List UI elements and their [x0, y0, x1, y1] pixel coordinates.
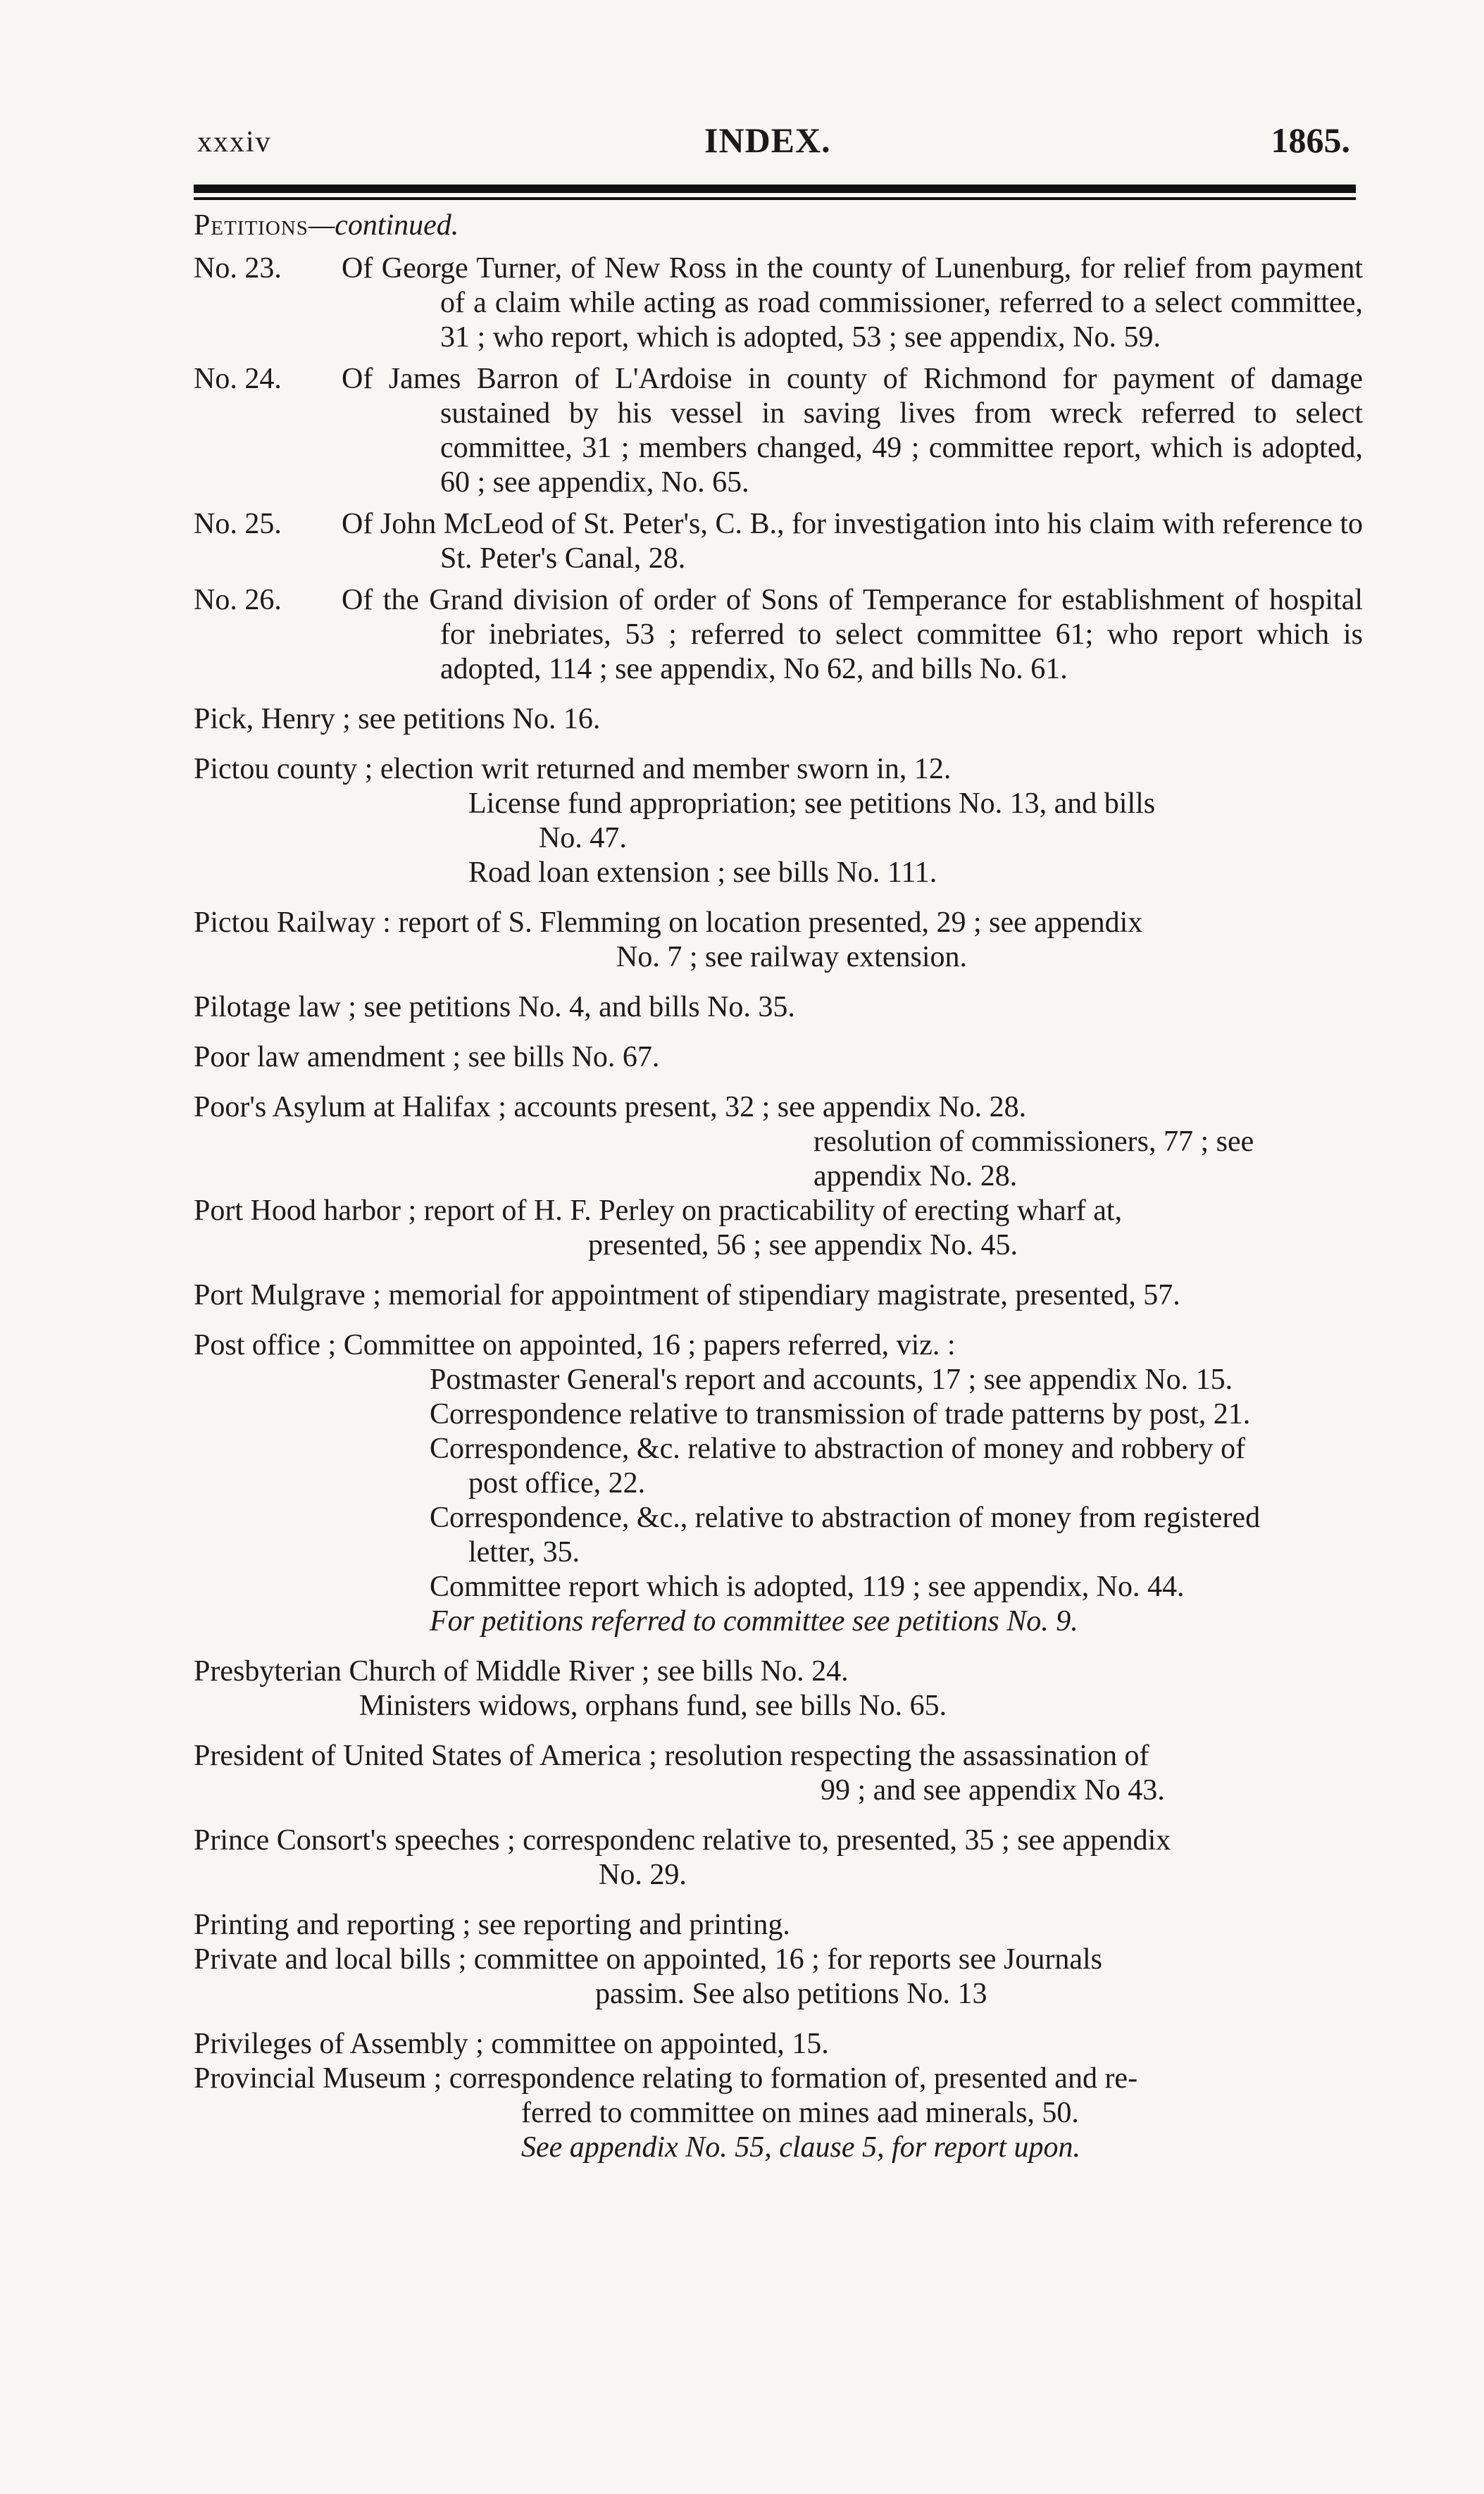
index-entry-museum — [194, 2062, 1363, 2165]
entry-subline: No. 7 ; see railway extension. — [616, 941, 968, 973]
index-entry-presbyterian — [194, 1654, 1363, 1723]
index-entry-printing — [194, 1908, 1363, 1943]
entry-line: Pilotage law ; see petitions No. 4, and bills No. 35. — [194, 991, 795, 1023]
section-heading — [194, 208, 1363, 243]
entry-subline: letter, 35. — [468, 1536, 580, 1569]
section-continued: —continued. — [308, 209, 459, 242]
index-entry-prince-consort — [194, 1823, 1363, 1893]
entry-subline: ferred to committee on mines aad minerals, 50. — [521, 2097, 1079, 2129]
page-number: xxxiv — [197, 126, 272, 158]
year: 1865. — [1271, 120, 1350, 160]
entry-line: President of United States of America ; resolution respecting the assassination of — [194, 1740, 1149, 1772]
petition-item — [194, 583, 1363, 687]
index-entry-pilotage — [194, 990, 1363, 1025]
entry-subline: Correspondence relative to transmission of trade patterns by post, 21. — [430, 1398, 1251, 1430]
header-rule — [194, 185, 1356, 193]
petition-number: No. 26. — [194, 584, 282, 616]
index-content — [194, 208, 1363, 2165]
entry-line: Private and local bills ; committee on appointed, 16 ; for reports see Journals — [194, 1943, 1103, 1976]
entry-subline: resolution of commissioners, 77 ; see appendix No. 28. — [813, 1126, 1254, 1192]
petition-number: No. 24. — [194, 363, 282, 395]
index-entry-president — [194, 1739, 1363, 1808]
entry-subline: presented, 56 ; see appendix No. 45. — [588, 1229, 1018, 1261]
entry-subline: License fund appropriation; see petitions No. 13, and bills — [468, 787, 1156, 820]
petition-text: Of the Grand division of order of Sons of Temperance for establishment of hospital for inebriates, 53 ; referred to select committee 61; who report which is adopted, 114 ; see appendix, No 62, and bills No. 61. — [342, 584, 1363, 685]
entry-line: Poor's Asylum at Halifax ; accounts present, 32 ; see appendix No. 28. — [194, 1091, 1027, 1123]
petition-item — [194, 251, 1363, 355]
petition-number: No. 25. — [194, 508, 282, 540]
index-entry-private-bills — [194, 1943, 1363, 2012]
petition-text: Of James Barron of L'Ardoise in county of Richmond for payment of damage sustained by his vessel in saving lives from wreck referred to select committee, 31 ; members changed, 49 ; committee report, which is adopted, 60 ; see appendix, No. 65. — [342, 363, 1363, 499]
index-entry-port-hood — [194, 1194, 1363, 1263]
entry-subline: Committee report which is adopted, 119 ; see appendix, No. 44. — [430, 1571, 1185, 1603]
entry-subline: Correspondence, &c., relative to abstraction of money from registered — [430, 1502, 1261, 1534]
entry-line: Provincial Museum ; correspondence relating to formation of, presented and re- — [194, 2062, 1138, 2095]
entry-subline — [194, 1604, 1363, 1639]
entry-subline: No. 47. — [539, 822, 627, 854]
entry-italic: For petitions referred to committee see petitions No. 9. — [430, 1605, 1078, 1638]
entry-subline: Ministers widows, orphans fund, see bills No. 65. — [359, 1690, 947, 1722]
page-header — [0, 120, 1484, 169]
entry-subline: Postmaster General's report and accounts, 17 ; see appendix No. 15. — [430, 1364, 1233, 1396]
entry-subline: passim. See also petitions No. 13 — [595, 1978, 987, 2010]
entry-line: Prince Consort's speeches ; correspondenc relative to, presented, 35 ; see appendix — [194, 1824, 1171, 1857]
entry-line: Port Hood harbor ; report of H. F. Perley on practicability of erecting wharf at, — [194, 1195, 1123, 1227]
index-entry-pick — [194, 702, 1363, 737]
entry-subline: Correspondence, &c. relative to abstraction of money and robbery of — [430, 1433, 1246, 1465]
section-name: Petitions — [194, 209, 308, 242]
entry-line: Pictou county ; election writ returned and member sworn in, 12. — [194, 753, 952, 785]
entry-subline: 99 ; and see appendix No 43. — [821, 1774, 1165, 1807]
petition-text: Of George Turner, of New Ross in the county of Lunenburg, for relief from payment of a claim while acting as road commissioner, referred to a select committee, 31 ; who report, which is adopted, 53 ; see appendix, No. 59. — [342, 252, 1363, 354]
entry-subline: post office, 22. — [468, 1467, 646, 1499]
index-entry-port-mulgrave — [194, 1278, 1363, 1313]
index-entry-post-office — [194, 1328, 1363, 1639]
entry-line: Pictou Railway : report of S. Flemming on location presented, 29 ; see appendix — [194, 906, 1143, 939]
petition-number: No. 23. — [194, 252, 282, 285]
index-entry-poor-law — [194, 1040, 1363, 1075]
petition-text: Of John McLeod of St. Peter's, C. B., for investigation into his claim with reference to St. Peter's Canal, 28. — [342, 508, 1363, 575]
index-entry-pictou-county — [194, 752, 1363, 890]
entry-subline — [194, 2131, 1363, 2165]
header-rule-thin — [194, 197, 1356, 200]
entry-subline: No. 29. — [599, 1859, 687, 1891]
entry-line: Pick, Henry ; see petitions No. 16. — [194, 703, 601, 735]
entry-line: Post office ; Committee on appointed, 16 ; papers referred, viz. : — [194, 1329, 956, 1361]
page-title: INDEX. — [704, 120, 831, 160]
entry-line: Printing and reporting ; see reporting and printing. — [194, 1909, 790, 1941]
index-entry-pictou-railway — [194, 906, 1363, 975]
entry-line: Port Mulgrave ; memorial for appointment of stipendiary magistrate, presented, 57. — [194, 1279, 1180, 1311]
entry-subline: Road loan extension ; see bills No. 111. — [468, 856, 937, 889]
entry-italic: See appendix No. 55, clause 5, for report upon. — [521, 2131, 1081, 2164]
entry-line: Presbyterian Church of Middle River ; see bills No. 24. — [194, 1655, 849, 1688]
entry-line: Privileges of Assembly ; committee on appointed, 15. — [194, 2028, 829, 2060]
entry-line: Poor law amendment ; see bills No. 67. — [194, 1041, 660, 1073]
index-entry-poors-asylum — [194, 1090, 1363, 1194]
index-entry-privileges — [194, 2027, 1363, 2062]
petition-item — [194, 362, 1363, 500]
petition-item — [194, 507, 1363, 576]
